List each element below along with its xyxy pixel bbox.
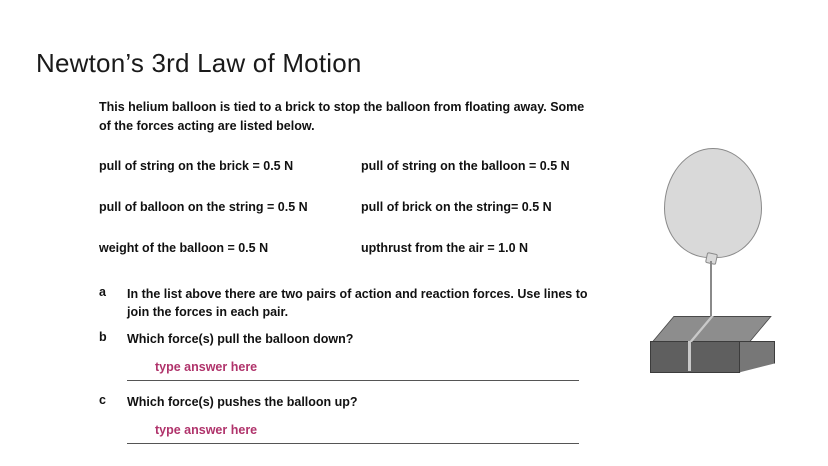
brick-top-face (650, 316, 771, 344)
question-letter: a (99, 284, 106, 299)
balloon-brick-illustration (648, 148, 788, 388)
brick-front-face (650, 341, 740, 373)
question-text: Which force(s) pull the balloon down? (127, 332, 354, 346)
force-item: weight of the balloon = 0.5 N (99, 240, 269, 255)
question-letter: c (99, 393, 106, 408)
intro-paragraph: This helium balloon is tied to a brick to stop the balloon from floating away. Some of the forces acting are listed below. (99, 100, 585, 134)
worksheet-body (99, 98, 609, 456)
brick-side-face (737, 341, 775, 373)
question-text: In the list above there are two pairs of action and reaction forces. Use lines to join the forces in each pair. (127, 286, 588, 319)
brick-icon (648, 316, 788, 382)
question-letter: b (99, 330, 107, 344)
force-item: pull of string on the balloon = 0.5 N (361, 158, 570, 173)
question-c (99, 393, 609, 411)
balloon-knot-icon (705, 252, 718, 265)
question-b (99, 330, 609, 348)
balloon-icon (664, 148, 762, 258)
forces-list (99, 159, 609, 255)
answer-placeholder-c: type answer here (155, 423, 258, 438)
question-text: Which force(s) pushes the balloon up? (127, 395, 358, 410)
question-a (99, 285, 609, 321)
questions-list (99, 285, 609, 445)
answer-field-b[interactable] (127, 357, 579, 381)
force-item: pull of balloon on the string = 0.5 N (99, 199, 308, 214)
brick-tie-front (688, 341, 691, 371)
page-title: Newton’s 3rd Law of Motion (36, 48, 362, 78)
force-item: upthrust from the air = 1.0 N (361, 240, 529, 255)
force-item: pull of brick on the string= 0.5 N (361, 199, 552, 214)
force-item: pull of string on the brick = 0.5 N (99, 158, 294, 173)
answer-field-c[interactable] (127, 420, 579, 444)
answer-placeholder-b: type answer here (155, 360, 258, 375)
